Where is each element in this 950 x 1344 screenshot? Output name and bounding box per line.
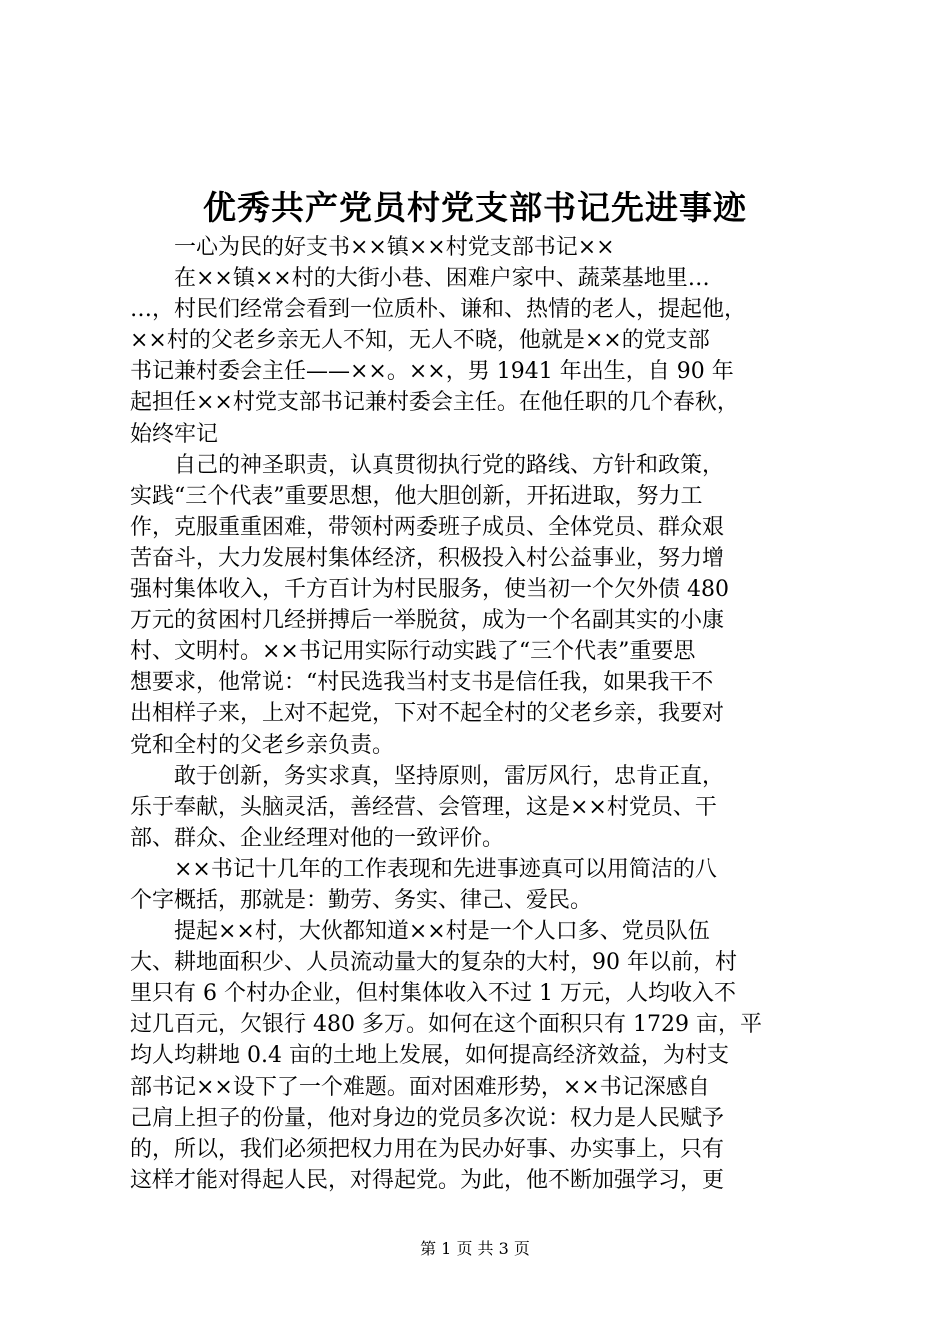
text-line: 里只有 6 个村办企业，但村集体收入不过 1 万元，人均收入不	[130, 981, 736, 1007]
text-line: 苦奋斗，大力发展村集体经济，积极投入村公益事业，努力增	[130, 545, 725, 571]
text-line: 始终牢记	[130, 421, 219, 447]
text-line: 书记兼村委会主任——××。××，男 1941 年出生，自 90 年	[130, 359, 734, 385]
text-line: ××书记十几年的工作表现和先进事迹真可以用简洁的八	[130, 856, 717, 882]
text-line: 己肩上担子的份量，他对身边的党员多次说：权力是人民赋予	[130, 1105, 725, 1131]
text-line: 过几百元，欠银行 480 多万。如何在这个面积只有 1729 亩，平	[130, 1012, 762, 1038]
text-line: 想要求，他常说：“村民选我当村支书是信任我，如果我干不	[130, 670, 714, 696]
text-line: 部书记××设下了一个难题。面对困难形势，××书记深感自	[130, 1074, 710, 1100]
text-line: 个字概括，那就是：勤劳、务实、律己、爱民。	[130, 887, 593, 913]
text-line: 万元的贫困村几经拼搏后一举脱贫，成为一个名副其实的小康	[130, 608, 725, 634]
text-line: 作，克服重重困难，带领村两委班子成员、全体党员、群众艰	[130, 514, 725, 540]
text-line: 出相样子来，上对不起党，下对不起全村的父老乡亲，我要对	[130, 701, 725, 727]
text-line: 敢于创新，务实求真，坚持原则，雷厉风行，忠肯正直，	[130, 763, 725, 789]
document-title: 优秀共产党员村党支部书记先进事迹	[203, 188, 747, 227]
text-line: 部、群众、企业经理对他的一致评价。	[130, 825, 505, 851]
text-line: 强村集体收入，千方百计为村民服务，使当初一个欠外债 480	[130, 577, 729, 603]
text-line: 这样才能对得起人民，对得起党。为此，他不断加强学习，更	[130, 1167, 725, 1193]
text-line: 均人均耕地 0.4 亩的土地上发展，如何提高经济效益，为村支	[130, 1043, 729, 1069]
text-line: 一心为民的好支书××镇××村党支部书记××	[130, 235, 615, 260]
text-line: 村、文明村。××书记用实际行动实践了“三个代表”重要思	[130, 639, 696, 665]
text-line: 自己的神圣职责，认真贯彻执行党的路线、方针和政策，	[130, 452, 725, 478]
text-line: 乐于奉献，头脑灵活，善经营、会管理，这是××村党员、干	[130, 794, 717, 820]
text-line: 在××镇××村的大街小巷、困难户家中、蔬菜基地里…	[130, 266, 710, 292]
page-footer: 第 1 页 共 3 页	[420, 1239, 530, 1258]
text-line: 起担任××村党支部书记兼村委会主任。在他任职的几个春秋，	[130, 390, 739, 416]
text-line: 提起××村，大伙都知道××村是一个人口多、党员队伍	[130, 919, 710, 945]
text-line: 的，所以，我们必须把权力用在为民办好事、办实事上，只有	[130, 1136, 725, 1162]
document-body	[130, 232, 830, 1196]
text-line: …，村民们经常会看到一位质朴、谦和、热情的老人，提起他，	[130, 297, 747, 323]
text-line: 党和全村的父老乡亲负责。	[130, 732, 395, 758]
text-line: 大、耕地面积少、人员流动量大的复杂的大村，90 年以前，村	[130, 950, 737, 976]
text-line: 实践“三个代表”重要思想，他大胆创新，开拓进取，努力工	[130, 483, 703, 509]
text-line: ××村的父老乡亲无人不知，无人不晓，他就是××的党支部	[130, 328, 710, 354]
